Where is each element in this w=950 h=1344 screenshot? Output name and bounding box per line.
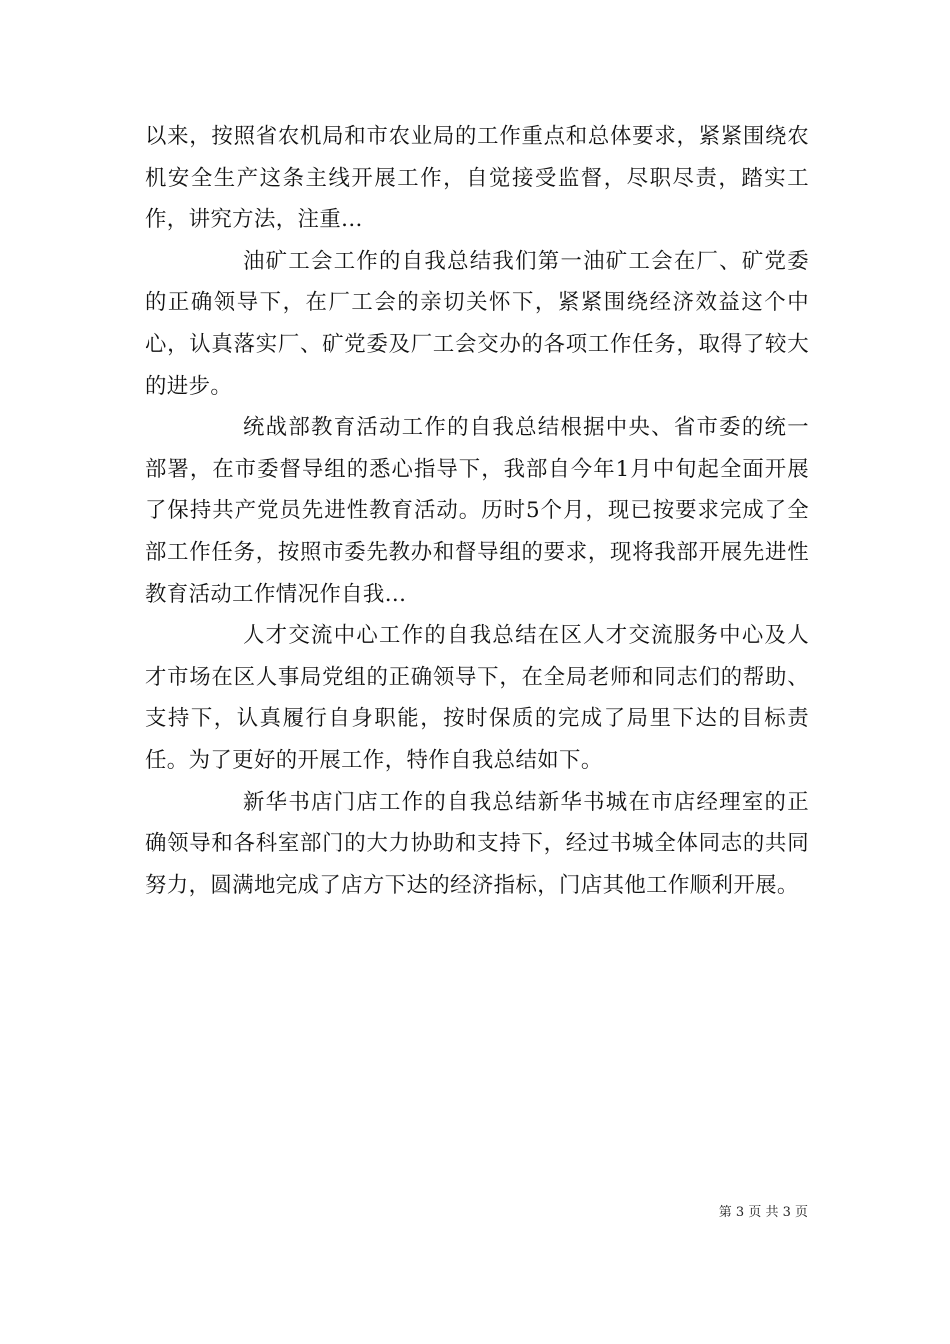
paragraph-talent-exchange-center: 人才交流中心工作的自我总结在区人才交流服务中心及人才市场在区人事局党组的正确领导下，在全局老师和同志们的帮助、支持下，认真履行自身职能，按时保质的完成了局里下达的目标责任。为了更好的开展工作，特作自我总结如下。 <box>145 623 809 773</box>
paragraph-continuation: 以来，按照省农机局和市农业局的工作重点和总体要求，紧紧围绕农机安全生产这条主线开展工作，自觉接受监督，尽职尽责，踏实工作，讲究方法，注重... <box>145 124 809 233</box>
document-body <box>145 116 809 906</box>
page-number: 第 3 页 共 3 页 <box>718 1205 808 1220</box>
paragraph-xinhua-bookstore: 新华书店门店工作的自我总结新华书城在市店经理室的正确领导和各科室部门的大力协助和支持下，经过书城全体同志的共同努力，圆满地完成了店方下达的经济指标，门店其他工作顺利开展。 <box>145 789 809 898</box>
paragraph-united-front-dept: 统战部教育活动工作的自我总结根据中央、省市委的统一部署，在市委督导组的悉心指导下，我部自今年1月中旬起全面开展了保持共产党员先进性教育活动。历时5个月，现已按要求完成了全部工作任务，按照市委先教办和督导组的要求，现将我部开展先进性教育活动工作情况作自我... <box>145 415 809 607</box>
paragraph-oil-mine-union: 油矿工会工作的自我总结我们第一油矿工会在厂、矿党委的正确领导下，在厂工会的亲切关怀下，紧紧围绕经济效益这个中心，认真落实厂、矿党委及厂工会交办的各项工作任务，取得了较大的进步。 <box>145 248 809 399</box>
